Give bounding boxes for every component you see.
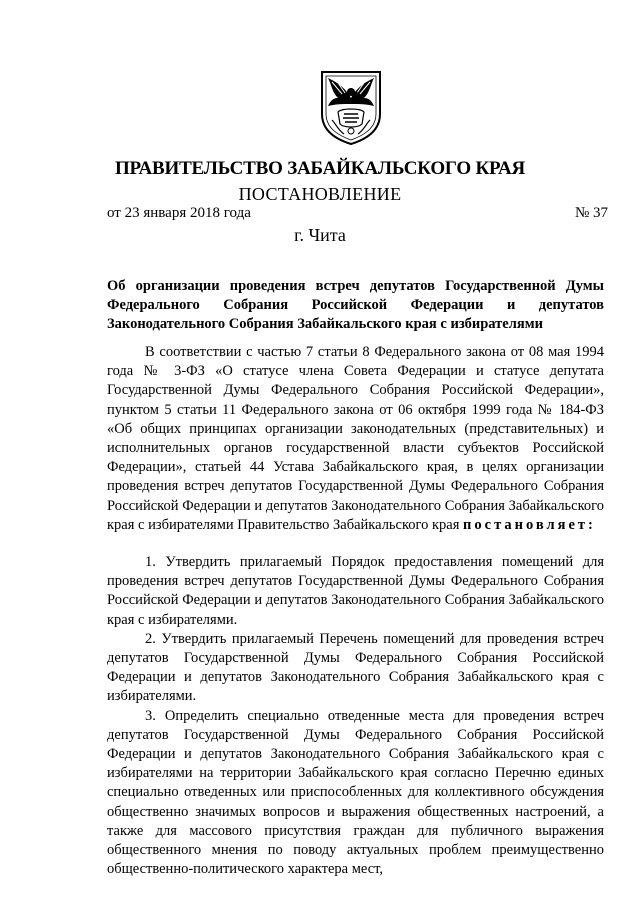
organization-name: ПРАВИТЕЛЬСТВО ЗАБАЙКАЛЬСКОГО КРАЯ <box>114 158 526 179</box>
item-paragraph: 1. Утвердить прилагаемый Порядок предоставления помещений для проведения встреч депутатов Государственной Думы Федерального Собрания Российской Федерации и депутатов Законодательного Собрания Забайкальского края с избирателями. <box>107 554 604 628</box>
preamble-paragraph <box>107 343 604 535</box>
decree-word: постановляет: <box>463 516 596 533</box>
document-city: г. Чита <box>294 225 346 245</box>
preamble-text: В соответствии с частью 7 статьи 8 Федерального закона от 08 мая 1994 года № 3-ФЗ «О статусе члена Совета Федерации и статусе депутата Государственной Думы Федерального Собрания Российской Федерации», пунктом 5 статьи 11 Федерального закона от 06 октября 1999 года № 184-ФЗ «Об общих принципах организации законодательных (представительных) и исполнительных органов государственной власти субъектов Российской Федерации», статьей 44 Устава Забайкальского края, в целях организации проведения встреч депутатов Государственной Думы Федерального Собрания Российской Федерации и депутатов Законодательного Собрания Забайкальского края с избирателями Правительство Забайкальского края <box>107 344 604 533</box>
title-line: Федерального Собрания Российской Федерации и депутатов <box>107 297 604 313</box>
document-title <box>107 277 604 334</box>
document-date: от 23 января 2018 года <box>107 205 251 221</box>
document-type: ПОСТАНОВЛЕНИЕ <box>238 184 402 204</box>
title-line: Об организации проведения встреч депутатов Государственной Думы <box>107 278 604 294</box>
paragraph-gap <box>107 535 604 553</box>
coat-of-arms-icon <box>318 68 384 146</box>
title-line: Законодательного Собрания Забайкальского края с избирателями <box>107 316 543 332</box>
document-number: № 37 <box>574 205 608 221</box>
document-body <box>107 343 604 879</box>
item-paragraph: 3. Определить специально отведенные места для проведения встреч депутатов Государственной Думы Федерального Собрания Российской Федерации и депутатов Законодательного Собрания Забайкальского края с избирателями на территории Забайкальского края согласно Перечню единых специально отведенных или приспособленных для коллективного обсуждения общественно значимых вопросов и выражения общественных настроений, а также для массового присутствия граждан для публичного выражения общественного мнения по поводу актуальных проблем преимущественно общественно-политического характера мест, <box>107 707 604 878</box>
item-paragraph: 2. Утвердить прилагаемый Перечень помещений для проведения встреч депутатов Государственной Думы Федерального Собрания Российской Федерации и депутатов Законодательного Собрания Забайкальского края с избирателями. <box>107 630 604 705</box>
